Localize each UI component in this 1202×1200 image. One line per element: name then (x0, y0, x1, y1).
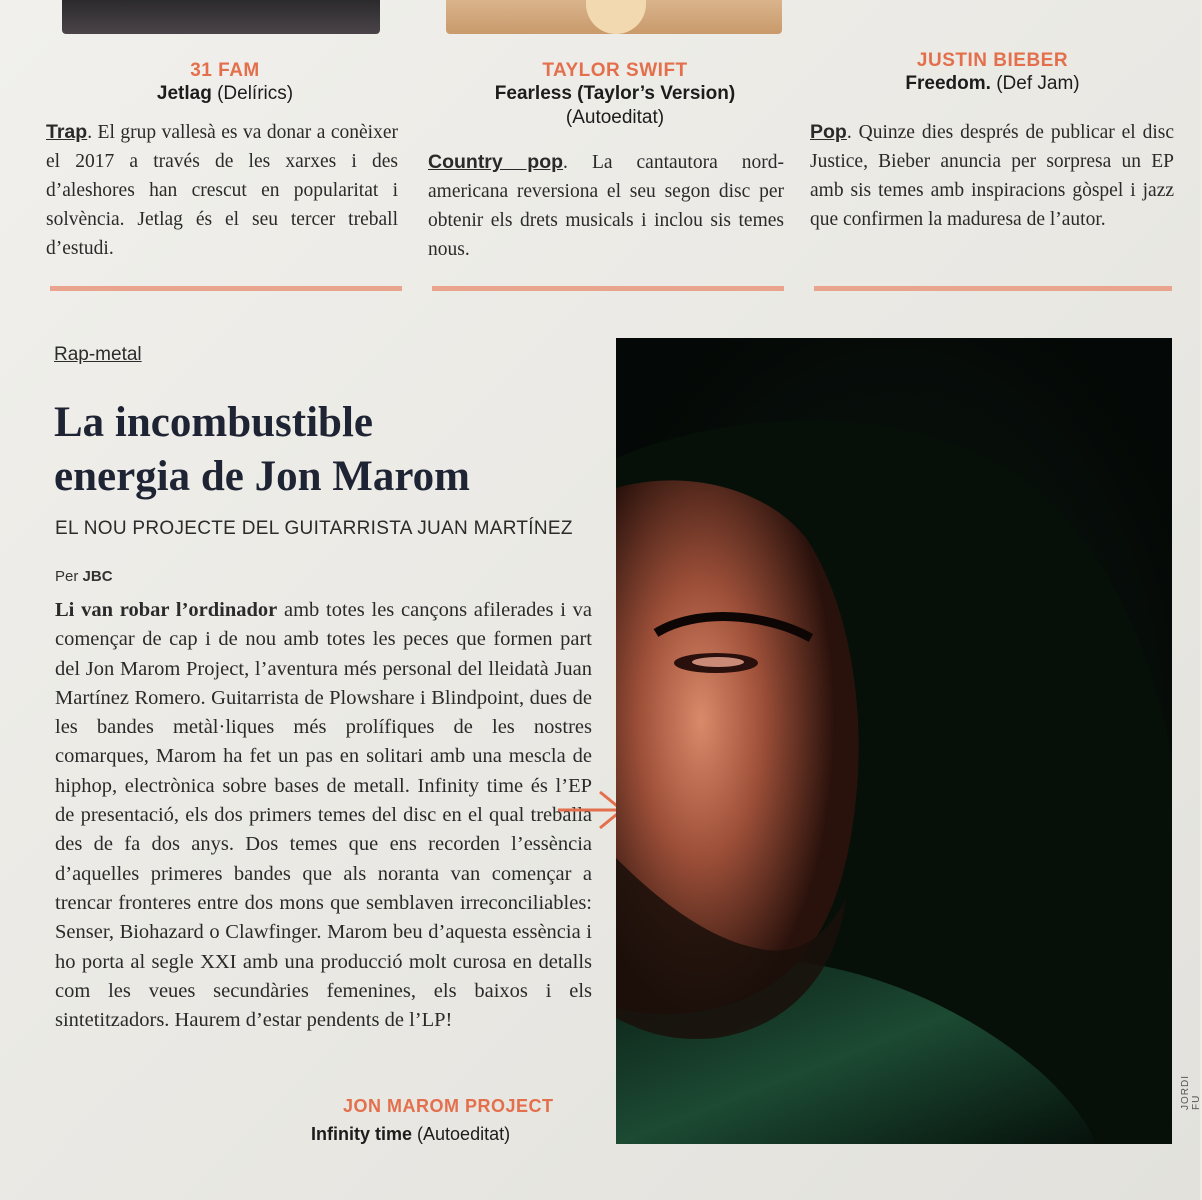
footer-artist: JON MAROM PROJECT (343, 1096, 554, 1116)
review-label: (Delírics) (217, 83, 294, 104)
review-album-line (815, 72, 1170, 96)
review-body: . Quinze dies després de publicar el disc Justice, Bieber anuncia per sorpresa un EP amb sis temes amb inspiracions gòspel i jazz que confirmen la maduresa de l’autor. (810, 122, 1174, 230)
review-body: . La cantautora nord-americana reversiona el seu segon disc per obtenir els drets musicals i inclou sis temes nous. (428, 152, 784, 260)
artist-photo-taylor-swift (446, 0, 782, 34)
article-lead: Li van robar l’ordinador (55, 599, 278, 621)
review-genre: Pop (810, 121, 847, 143)
review-text-1 (46, 118, 398, 263)
footer-album: Infinity time (311, 1124, 413, 1144)
review-label: (Def Jam) (996, 73, 1080, 94)
review-text-3 (810, 118, 1174, 234)
review-artist: 31 FAM (190, 60, 260, 81)
review-header-1 (60, 60, 390, 106)
byline (55, 568, 113, 585)
byline-prefix: Per (55, 568, 79, 585)
article-body (55, 596, 592, 1035)
review-artist: JUSTIN BIEBER (916, 50, 1069, 71)
review-body: . El grup vallesà es va donar a conèixer el 2017 a través de les xarxes i des d’aleshores han crescut en popularitat i solvència. Jetlag és el seu tercer treball d’estudi. (46, 122, 398, 259)
review-album: Freedom. (905, 73, 991, 94)
headline-line-2: energia de Jon Marom (54, 453, 470, 500)
review-header-3 (815, 50, 1170, 96)
portrait-image (616, 338, 1172, 1144)
section-tag: Rap-metal (54, 344, 142, 365)
photo-credit: JORDI FU (1180, 1075, 1202, 1110)
review-album-line (440, 82, 790, 130)
review-artist: TAYLOR SWIFT (542, 60, 688, 81)
headline-line-1: La incombustible (54, 399, 373, 446)
review-album: Jetlag (156, 83, 212, 104)
review-header-2 (440, 60, 790, 130)
divider-rule (432, 286, 784, 291)
article-photo (616, 338, 1172, 1144)
divider-rule (814, 286, 1172, 291)
review-label: (Autoeditat) (565, 107, 665, 128)
footer-label: (Autoeditat) (417, 1124, 511, 1144)
review-album: Fearless (Taylor’s Version) (494, 83, 736, 104)
review-genre: Country pop (428, 151, 564, 173)
review-genre: Trap (46, 121, 88, 143)
byline-author: JBC (82, 568, 113, 585)
article-subhead: EL NOU PROJECTE DEL GUITARRISTA JUAN MARTÍNEZ (55, 518, 573, 539)
article-body-text: amb totes les cançons afilerades i va començar de cap i de nou amb totes les peces que formen part del Jon Marom Project, l’aventura més personal del lleidatà Juan Martínez Romero. Guitarrista de Plowshare i Blindpoint, dues de les bandes metàl·liques més prolífiques de les nostres comarques, Marom ha fet un pas en solitari amb una mescla de hiphop, electrònica sobre bases de metall. Infinity time és l’EP de presentació, els dos primers temes del disc en el qual treballa des de fa dos anys. Dos temes que ens recorden l’essència d’aquelles primeres bandes que als noranta van començar a trencar fronteres entre dos mons que semblaven irreconciliables: Senser, Biohazard o Clawfinger. Marom beu d’aquesta essència i ho porta al segle XXI amb una producció molt curosa en detalls com les veues secundàries femenines, els baixos i els sintetitzadors. Haurem d’estar pendents de l’LP! (55, 599, 592, 1032)
footer-album-line (311, 1124, 510, 1145)
artist-photo-31fam (62, 0, 380, 34)
article-headline (54, 396, 614, 504)
review-text-2 (428, 148, 784, 264)
divider-rule (50, 286, 402, 291)
review-album-line (60, 82, 390, 106)
